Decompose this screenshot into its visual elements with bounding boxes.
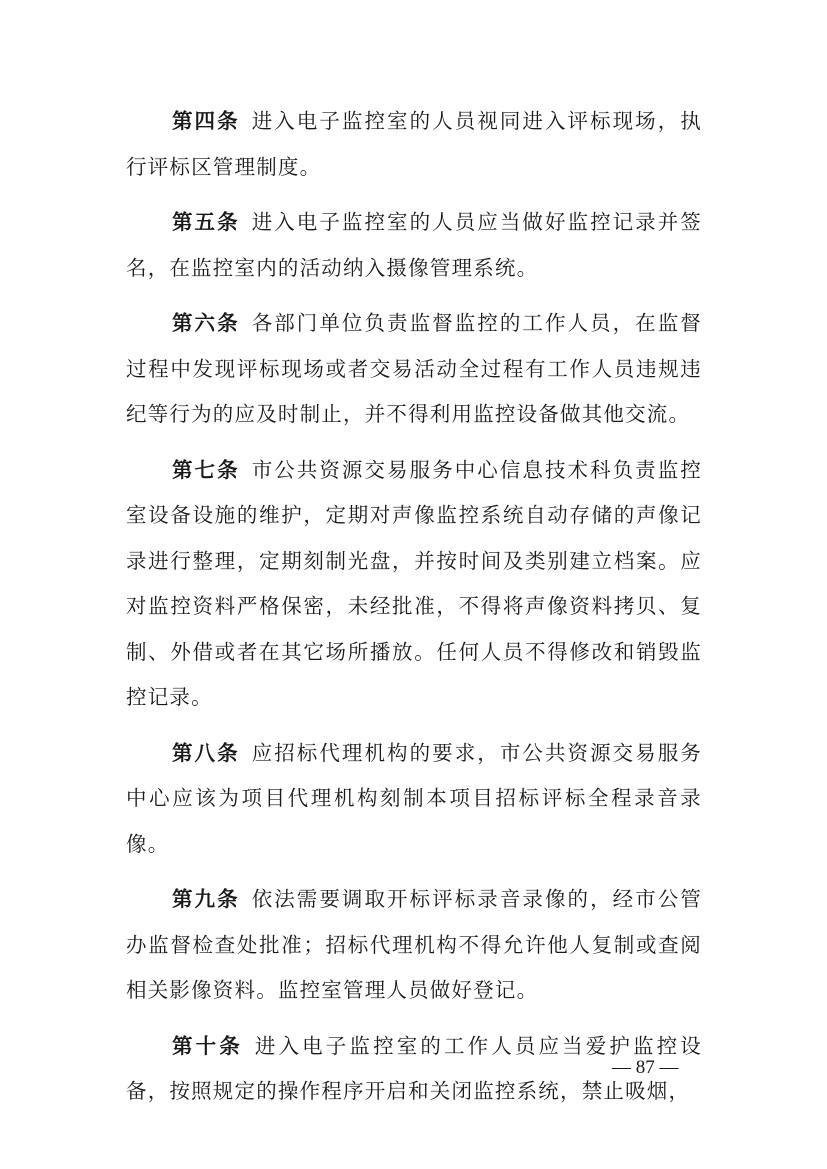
article-text: 进入电子监控室的人员视同进入评标现场，执行评标区管理制度。 xyxy=(126,109,703,179)
article-text: 各部门单位负责监督监控的工作人员，在监督过程中发现评标现场或者交易活动全过程有工作人员违规违纪等行为的应及时制止，并不得利用监控设备做其他交流。 xyxy=(126,311,703,426)
article-number: 第四条 xyxy=(172,109,240,133)
article-text: 应招标代理机构的要求，市公共资源交易服务中心应该为项目代理机构刻制本项目招标评标全程录音录像。 xyxy=(126,740,703,856)
article-text: 依法需要调取开标评标录音录像的，经市公管办监督检查处批准；招标代理机构不得允许他人复制或查阅相关影像资料。监控室管理人员做好登记。 xyxy=(126,887,703,1002)
article-7 xyxy=(126,448,702,721)
article-number: 第八条 xyxy=(172,740,240,765)
article-5 xyxy=(126,200,702,291)
regulation-body xyxy=(126,99,702,1125)
article-text: 市公共资源交易服务中心信息技术科负责监控室设备设施的维护，定期对声像监控系统自动存储的声像记录进行整理，定期刻制光盘，并按时间及类别建立档案。应对监控资料严格保密，未经批准，不得将声像资料拷贝、复制、外借或者在其它场所播放。任何人员不得修改和销毁监控记录。 xyxy=(126,457,703,709)
article-number: 第五条 xyxy=(172,210,240,234)
article-6 xyxy=(126,301,702,438)
page-number: — 87 — xyxy=(612,1057,679,1078)
article-number: 第六条 xyxy=(172,311,240,335)
article-number: 第十条 xyxy=(172,1033,243,1058)
article-number: 第七条 xyxy=(172,457,240,482)
article-text: 进入电子监控室的工作人员应当爱护监控设备，按照规定的操作程序开启和关闭监控系统，禁止吸烟， xyxy=(126,1033,702,1103)
article-text: 进入电子监控室的人员应当做好监控记录并签名，在监控室内的活动纳入摄像管理系统。 xyxy=(126,210,703,280)
article-number: 第九条 xyxy=(172,887,240,911)
article-8 xyxy=(126,731,702,868)
article-4 xyxy=(126,99,702,190)
article-9 xyxy=(126,877,702,1014)
